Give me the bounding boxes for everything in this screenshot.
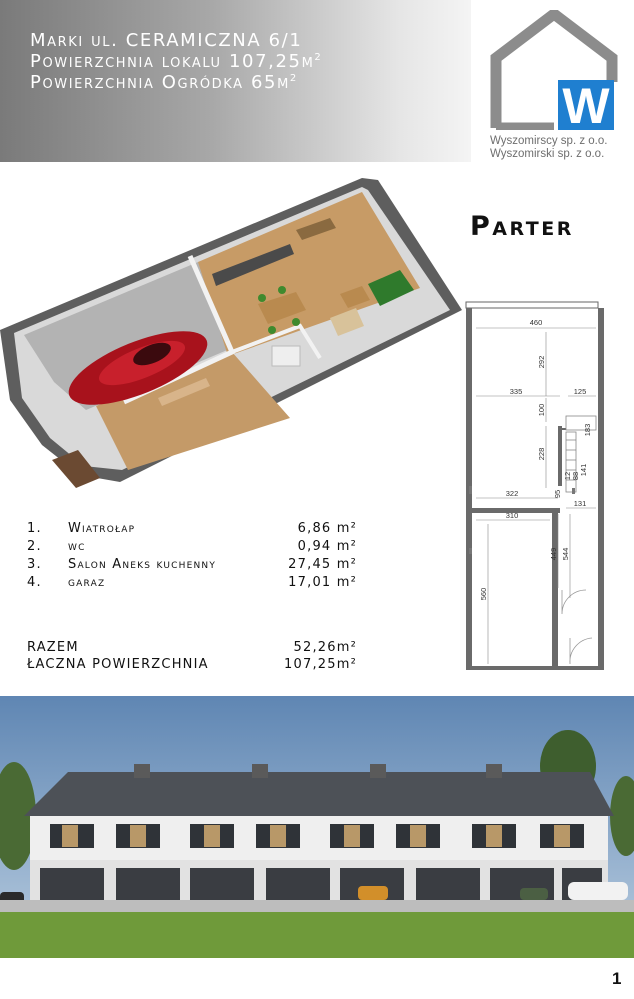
dim-449: 449	[549, 547, 558, 561]
room-row: 4. garaz 17,01 m²	[27, 575, 357, 590]
dim-183: 183	[583, 423, 592, 437]
dim-560: 560	[479, 587, 488, 601]
page-number: 1	[612, 969, 622, 988]
dim-544: 544	[561, 547, 570, 561]
dim-131: 131	[573, 499, 587, 508]
dim-88: 88	[571, 471, 580, 481]
total-label: ŁACZNA POWIERZCHNIA	[27, 657, 209, 672]
dim-460: 460	[529, 318, 543, 327]
dim-125: 125	[573, 387, 587, 396]
unit-area-line: Powierzchnia lokalu $107,25m^2$	[30, 51, 323, 72]
floor-title: Parter	[470, 211, 574, 242]
room-row: 1. Wiatrołap 6,86 m²	[27, 521, 357, 536]
sum-value: 52,26m²	[293, 640, 357, 655]
header-banner	[0, 0, 471, 162]
dim-335: 335	[509, 387, 523, 396]
garden-area-line: Powierzchnia Ogródka $65m^2$	[30, 72, 298, 93]
dim-141: 141	[579, 463, 588, 477]
building-render	[0, 696, 634, 958]
total-row	[27, 657, 357, 675]
isometric-floor-plan	[0, 170, 462, 500]
dim-95: 95	[553, 489, 562, 499]
room-row: 3. Salon Aneks kuchenny 27,45 m²	[27, 557, 357, 572]
dim-310: 310	[505, 511, 519, 520]
sum-label: RAZEM	[27, 640, 79, 655]
company-logo	[490, 10, 618, 130]
company-name-2: Wyszomirski sp. z o.o.	[490, 148, 605, 160]
dim-292: 292	[537, 355, 546, 369]
address-line: Marki ul. CERAMICZNA 6/1	[30, 30, 303, 51]
dim-228: 228	[537, 447, 546, 461]
floor-plan-2d	[462, 298, 610, 676]
dim-12: 12	[563, 471, 572, 481]
sum-row	[27, 640, 357, 658]
company-name-1: Wyszomirscy sp. z o.o.	[490, 135, 608, 147]
logo-letter: W	[562, 78, 610, 130]
dim-100: 100	[537, 403, 546, 417]
room-row: 2. wc 0,94 m²	[27, 539, 357, 554]
room-list	[27, 521, 357, 593]
total-value: 107,25m²	[284, 657, 357, 672]
dim-322: 322	[505, 489, 519, 498]
